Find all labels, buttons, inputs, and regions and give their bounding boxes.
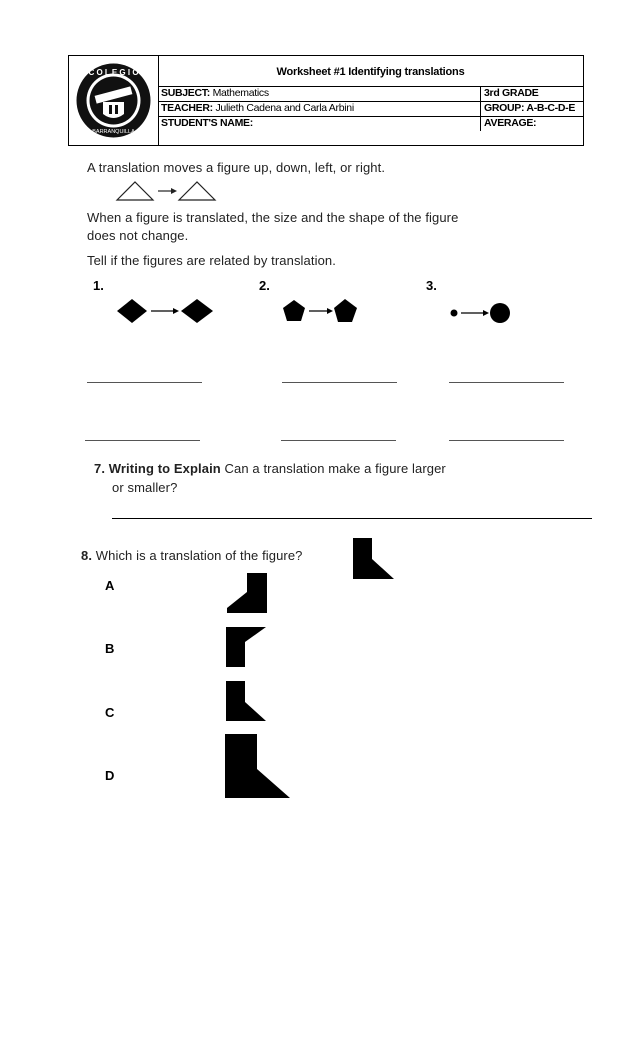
exercise-1-diamonds	[115, 297, 215, 325]
exercise-2-answer-line-2[interactable]	[281, 440, 396, 441]
teacher-label: TEACHER:	[161, 102, 213, 114]
question-8-text: Which is a translation of the figure?	[95, 548, 303, 563]
exercise-3-circles	[449, 302, 513, 324]
school-seal-logo	[69, 56, 158, 145]
exercise-3-number: 3.	[426, 278, 437, 293]
option-d-figure[interactable]	[224, 733, 292, 799]
question-7-text-line-2: or smaller?	[112, 480, 178, 495]
exercise-2-answer-line-1[interactable]	[282, 382, 397, 383]
triangle-translation-example	[115, 180, 217, 202]
exercise-1-answer-line-2[interactable]	[85, 440, 200, 441]
question-7-number: 7.	[94, 461, 106, 476]
student-row	[158, 116, 583, 145]
teacher-row	[158, 101, 583, 117]
question-7-heading: Writing to Explain	[108, 461, 221, 476]
subject-label: SUBJECT:	[161, 87, 210, 99]
option-d-label[interactable]: D	[105, 768, 115, 783]
average-cell: AVERAGE:	[480, 116, 536, 131]
exercise-3-answer-line-1[interactable]	[449, 382, 564, 383]
option-a-figure[interactable]	[226, 572, 268, 614]
exercise-1-answer-line-1[interactable]	[87, 382, 202, 383]
intro-line-2a: When a figure is translated, the size and the shape of the figure	[87, 210, 459, 225]
intro-line-1: A translation moves a figure up, down, left, or right.	[87, 160, 386, 175]
question-8	[81, 548, 303, 563]
option-a-label[interactable]: A	[105, 578, 115, 593]
question-7	[94, 461, 446, 476]
worksheet-title: Worksheet #1 Identifying translations	[158, 56, 583, 87]
intro-line-3: Tell if the figures are related by translation.	[87, 253, 336, 268]
teacher-value: Julieth Cadena and Carla Arbini	[212, 102, 354, 114]
svg-text:C O L E G I O: C O L E G I O	[88, 68, 139, 77]
question-7-answer-line[interactable]	[112, 518, 592, 519]
question-7-text: Can a translation make a figure larger	[220, 461, 446, 476]
student-name-label: STUDENT'S NAME:	[161, 117, 253, 129]
header-table	[68, 55, 584, 146]
exercise-1-number: 1.	[93, 278, 104, 293]
intro-line-2b: does not change.	[87, 228, 189, 243]
svg-text:BARRANQUILLA: BARRANQUILLA	[92, 129, 135, 135]
question-8-reference-figure	[352, 537, 396, 581]
group-cell: GROUP: A-B-C-D-E	[480, 101, 575, 116]
exercise-3-answer-line-2[interactable]	[449, 440, 564, 441]
school-logo-cell	[69, 56, 159, 145]
option-b-label[interactable]: B	[105, 641, 115, 656]
exercise-2-number: 2.	[259, 278, 270, 293]
exercise-2-pentagons	[282, 298, 358, 324]
grade-cell: 3rd GRADE	[480, 86, 538, 101]
option-c-label[interactable]: C	[105, 705, 115, 720]
question-8-number: 8.	[81, 548, 93, 563]
option-c-figure[interactable]	[225, 680, 267, 722]
subject-value: Mathematics	[209, 87, 269, 99]
option-b-figure[interactable]	[225, 626, 267, 668]
subject-row	[158, 86, 583, 102]
